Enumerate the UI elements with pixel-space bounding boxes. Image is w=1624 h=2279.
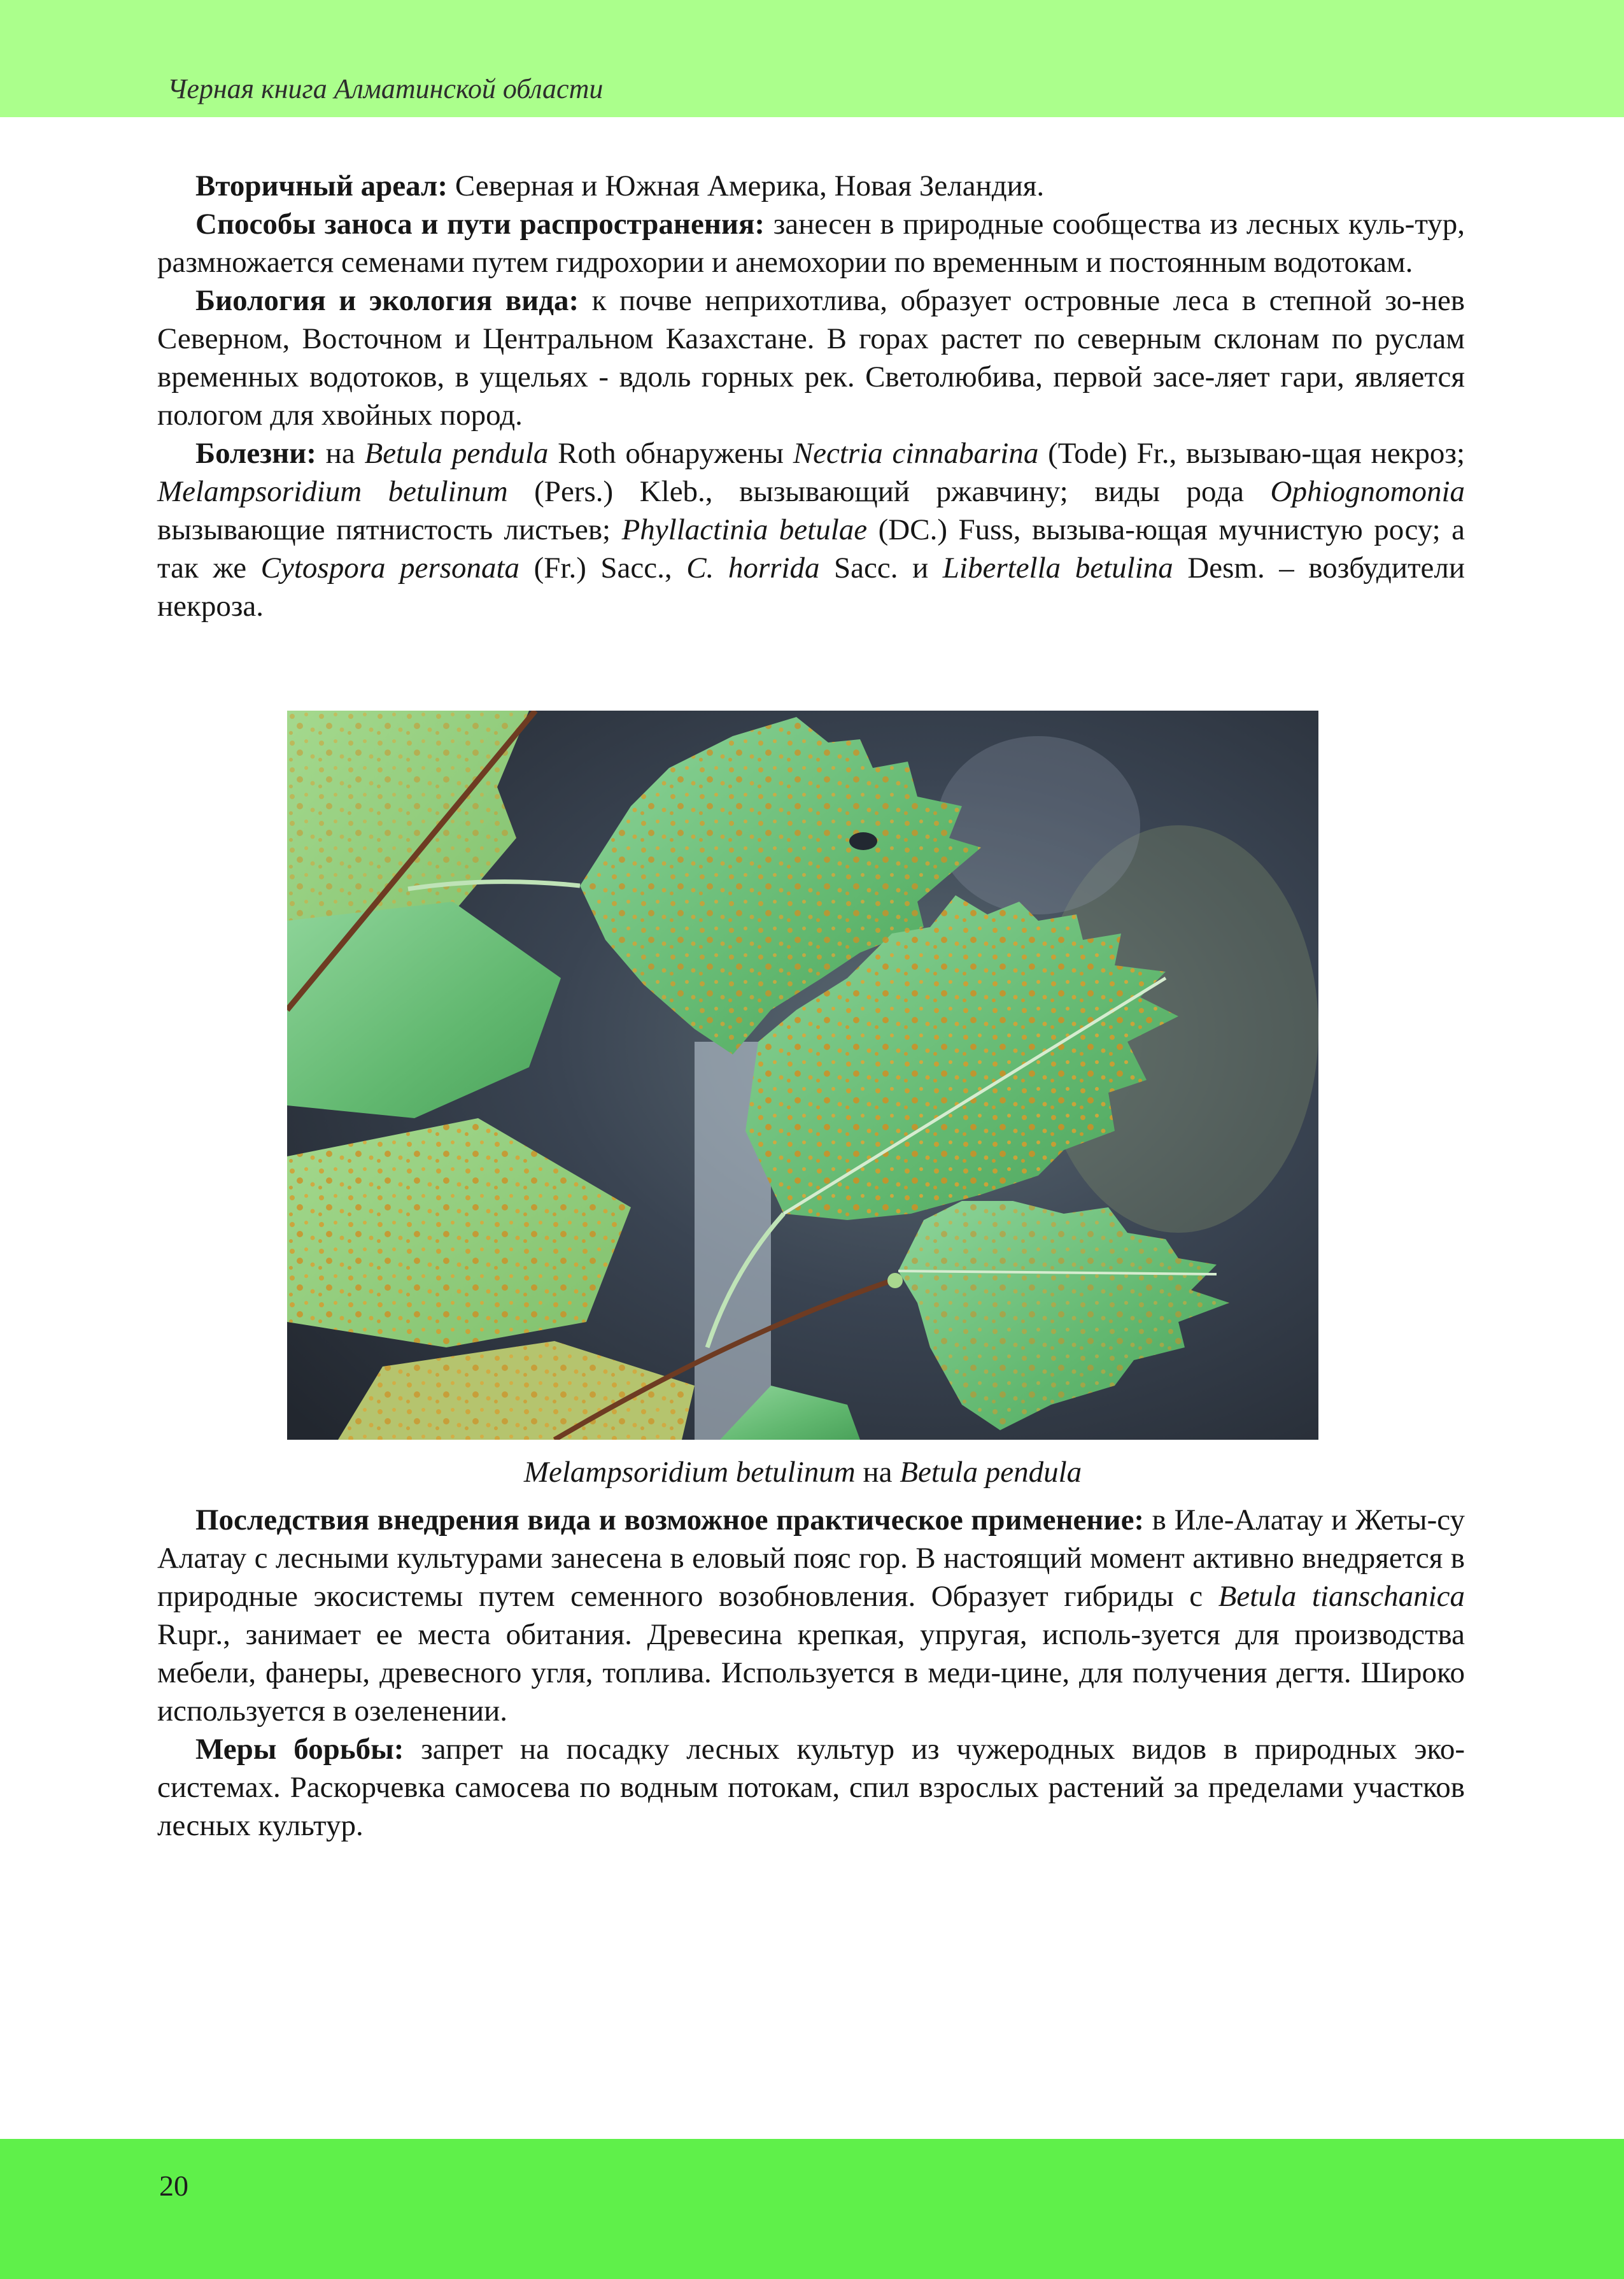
diseases-text: вызывающие пятнистость листьев;	[157, 513, 622, 546]
caption-host: Betula pendula	[900, 1456, 1082, 1489]
control-measures-text: запрет на посадку лесных культур из чужеродных видов в природных эко-системах. Раскорчевка самосева по водным потокам, спил взрослых растений за пределами участков лесных культур.	[157, 1733, 1465, 1842]
diseases-text: (DC.) Fuss, вызыва-ющая мучнистую росу; а так же	[157, 513, 1465, 585]
diseases-text: Desm. – возбудители некроза.	[157, 551, 1465, 623]
species-name: Betula tianschanica	[1218, 1580, 1465, 1613]
figure-caption	[287, 1453, 1318, 1491]
species-name: C. horrida	[686, 551, 820, 585]
footer-band	[0, 2139, 1624, 2279]
species-name: Melampsoridium betulinum	[157, 475, 508, 508]
bokeh-light	[936, 736, 1140, 914]
label-introduction-paths: Способы заноса и пути распространения:	[195, 208, 765, 241]
diseases-text: (Tode) Fr., вызываю-щая некроз;	[1038, 437, 1465, 470]
text-secondary-range: Северная и Южная Америка, Новая Зеландия.	[448, 169, 1045, 202]
label-consequences: Последствия внедрения вида и возможное практическое применение:	[195, 1503, 1145, 1537]
label-diseases: Болезни:	[195, 437, 316, 470]
page-number: 20	[159, 2169, 188, 2202]
paragraph-diseases	[157, 434, 1465, 625]
species-name: Cytospora personata	[260, 551, 520, 585]
consequences-text: в Иле-Алатау и Жеты-су Алатау с лесными культурами занесена в еловый пояс гор. В настоящий момент активно внедряется в природные экосистемы путем семенного возобновления. Образует гибриды с	[157, 1503, 1465, 1613]
diseases-text: на	[316, 437, 365, 470]
text-block-bottom	[157, 1501, 1465, 1845]
diseases-text: (Pers.) Kleb., вызывающий ржавчину; виды рода	[507, 475, 1271, 508]
paragraph-biology-ecology	[157, 281, 1465, 434]
paragraph-consequences	[157, 1501, 1465, 1730]
label-secondary-range: Вторичный ареал:	[195, 169, 448, 202]
running-header-title: Черная книга Алматинской области	[167, 73, 604, 104]
diseases-text: Sacc. и	[819, 551, 943, 585]
paragraph-secondary-range	[157, 167, 1465, 205]
species-name: Phyllactinia betulae	[621, 513, 868, 546]
diseases-text: (Fr.) Sacc.,	[519, 551, 687, 585]
text-block-top	[157, 167, 1465, 625]
species-name: Betula pendula	[364, 437, 549, 470]
species-name: Ophiognomonia	[1270, 475, 1465, 508]
label-biology-ecology: Биология и экология вида:	[195, 284, 579, 317]
leaf-hole	[849, 832, 877, 850]
birch-leaf-rust-photo	[287, 711, 1318, 1440]
paragraph-introduction-paths	[157, 205, 1465, 281]
text-biology-ecology: к почве неприхотлива, образует островные леса в степной зо-нев Северном, Восточном и Центральном Казахстане. В горах растет по северным склонам по руслам временных водотоков, в ущельях - вдоль горных рек. Светолюбива, первой засе-ляет гари, является пологом для хвойных пород.	[157, 284, 1465, 432]
diseases-text: Roth обнаружены	[548, 437, 793, 470]
caption-connector: на	[855, 1456, 900, 1489]
species-name: Nectria cinnabarina	[793, 437, 1039, 470]
photo-illustration	[287, 711, 1318, 1440]
label-control-measures: Меры борьбы:	[195, 1733, 404, 1766]
caption-species: Melampsoridium betulinum	[523, 1456, 856, 1489]
species-name: Libertella betulina	[942, 551, 1173, 585]
text-introduction-paths: занесен в природные сообщества из лесных куль-тур, размножается семенами путем гидрохории и анемохории по временным и постоянным водотокам.	[157, 208, 1465, 279]
paragraph-control-measures	[157, 1730, 1465, 1845]
consequences-text: Rupr., занимает ее места обитания. Древесина крепкая, упругая, исполь-зуется для производства мебели, фанеры, древесного угля, топлива. Используется в меди-цине, для получения дегтя. Широко используется в озеленении.	[157, 1618, 1465, 1728]
leaf-bud	[887, 1273, 903, 1288]
